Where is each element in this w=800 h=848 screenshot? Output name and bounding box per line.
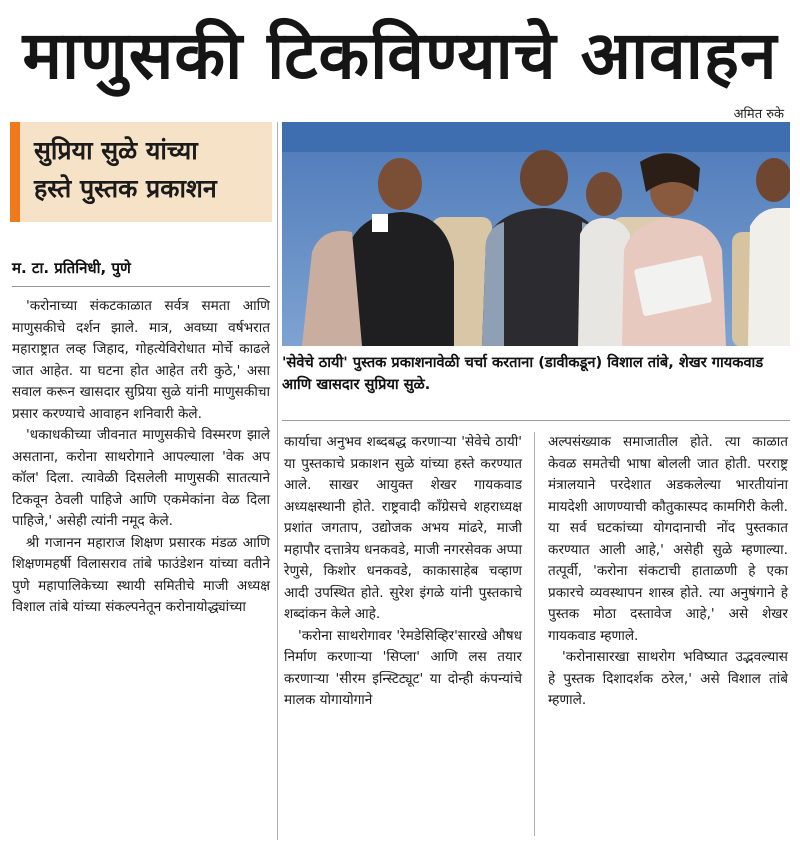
headline: माणुसकी टिकविण्याचे आवाहन xyxy=(22,17,778,94)
byline: अमित रुके xyxy=(733,107,784,122)
photo-illustration xyxy=(282,122,790,346)
event-photo xyxy=(282,122,790,346)
paragraph: 'करोना साथरोगावर 'रेमडेसिव्हिर'सारखे औषध निर्माण करणाऱ्या 'सिप्ला' आणि लस तयार करणाऱ्या 'सीरम इन्स्टिट्यूट' या दोन्ही कंपन्यांचे मालक योगायोगाने xyxy=(284,627,522,708)
paragraph: 'करोनाच्या संकटकाळात सर्वत्र समता आणि माणुसकीचे दर्शन झाले. मात्र, अवघ्या वर्षभरात महाराष्ट्रात लव्ह जिहाद, गोहत्येविरोधात मोर्चे काढले जात आहेत. या घटना होत आहेत तरी कुठे,' असा सवाल करून खासदार सुप्रिया सुळे यांनी माणुसकीचा प्रसार करण्याचे आवाहन शनिवारी केले. xyxy=(12,298,270,422)
subheadline-line-2: हस्ते पुस्तक प्रकाशन xyxy=(34,174,217,203)
dateline-divider xyxy=(12,286,270,287)
article-column-2 xyxy=(284,432,522,712)
subheadline-box xyxy=(10,122,272,222)
photo-caption: 'सेवेचे ठायी' पुस्तक प्रकाशनावेळी चर्चा करताना (डावीकडून) विशाल तांबे, शेखर गायकवाड आणि खासदार सुप्रिया सुळे. xyxy=(282,354,764,393)
paragraph: श्री गजानन महाराज शिक्षण प्रसारक मंडळ आणि शिक्षणमहर्षी विलासराव तांबे फाउंडेशन यांच्या वतीने पुणे महापालिकेच्या स्थायी समितीचे माजी अध्यक्ष विशाल तांबे यांच्या संकल्पनेतून करोनायोद्ध्यांच्या xyxy=(12,534,270,615)
column-separator-2 xyxy=(534,432,535,836)
article-column-3 xyxy=(548,432,788,712)
column-separator-1 xyxy=(277,122,278,840)
paragraph: 'करोनासारखा साथरोग भविष्यात उद्भवल्यास हे पुस्तक दिशादर्शक ठरेल,' असे विशाल तांबे म्हणाले. xyxy=(548,649,788,708)
subheadline-line-1: सुप्रिया सुळे यांच्या xyxy=(34,136,198,165)
article-column-1 xyxy=(12,296,270,619)
paragraph: 'धकाधकीच्या जीवनात माणुसकीचे विस्मरण झाले असताना, करोना साथरोगाने आपल्याला 'वेक अप कॉल' दिला. त्यावेळी दिसलेली माणुसकी सातत्याने टिकवून ठेवली पाहिजे आणि एकमेकांना वेळ दिला पाहिजे,' असेही त्यांनी नमूद केले. xyxy=(12,427,270,529)
caption-divider xyxy=(282,420,790,421)
paragraph: कार्याचा अनुभव शब्दबद्ध करणाऱ्या 'सेवेचे ठायी' या पुस्तकाचे प्रकाशन सुळे यांच्या हस्ते करण्यात आले. साखर आयुक्त शेखर गायकवाड अध्यक्षस्थानी होते. राष्ट्रवादी काँग्रेसचे शहराध्यक्ष प्रशांत जगताप, उद्योजक अभय मांढरे, माजी महापौर दत्तात्रेय धनकवडे, माजी नगरसेवक अप्पा रेणुसे, किशोर धनकवडे, काकासाहेब चव्हाण आदी उपस्थित होते. सुरेश इंगळे यांनी पुस्तकाचे शब्दांकन केले आहे. xyxy=(284,434,522,622)
dateline: म. टा. प्रतिनिधी, पुणे xyxy=(12,259,131,277)
paragraph: अल्पसंख्याक समाजातील होते. त्या काळात केवळ समतेची भाषा बोलली जात होती. परराष्ट्र मंत्रालयाने परदेशात अडकलेल्या भारतीयांना मायदेशी आणण्याची कौतुकास्पद कामगिरी केली. या सर्व घटकांच्या योगदानाची नोंद पुस्तकात करण्यात आली आहे,' असेही सुळे म्हणाल्या. तत्पूर्वी, 'करोना संकटाची हाताळणी हे एका प्रकारचे व्यवस्थापन शास्त्र होते. त्या अनुषंगाने हे पुस्तक मोठा दस्तावेज आहे,' असे शेखर गायकवाड म्हणाले. xyxy=(548,434,788,644)
